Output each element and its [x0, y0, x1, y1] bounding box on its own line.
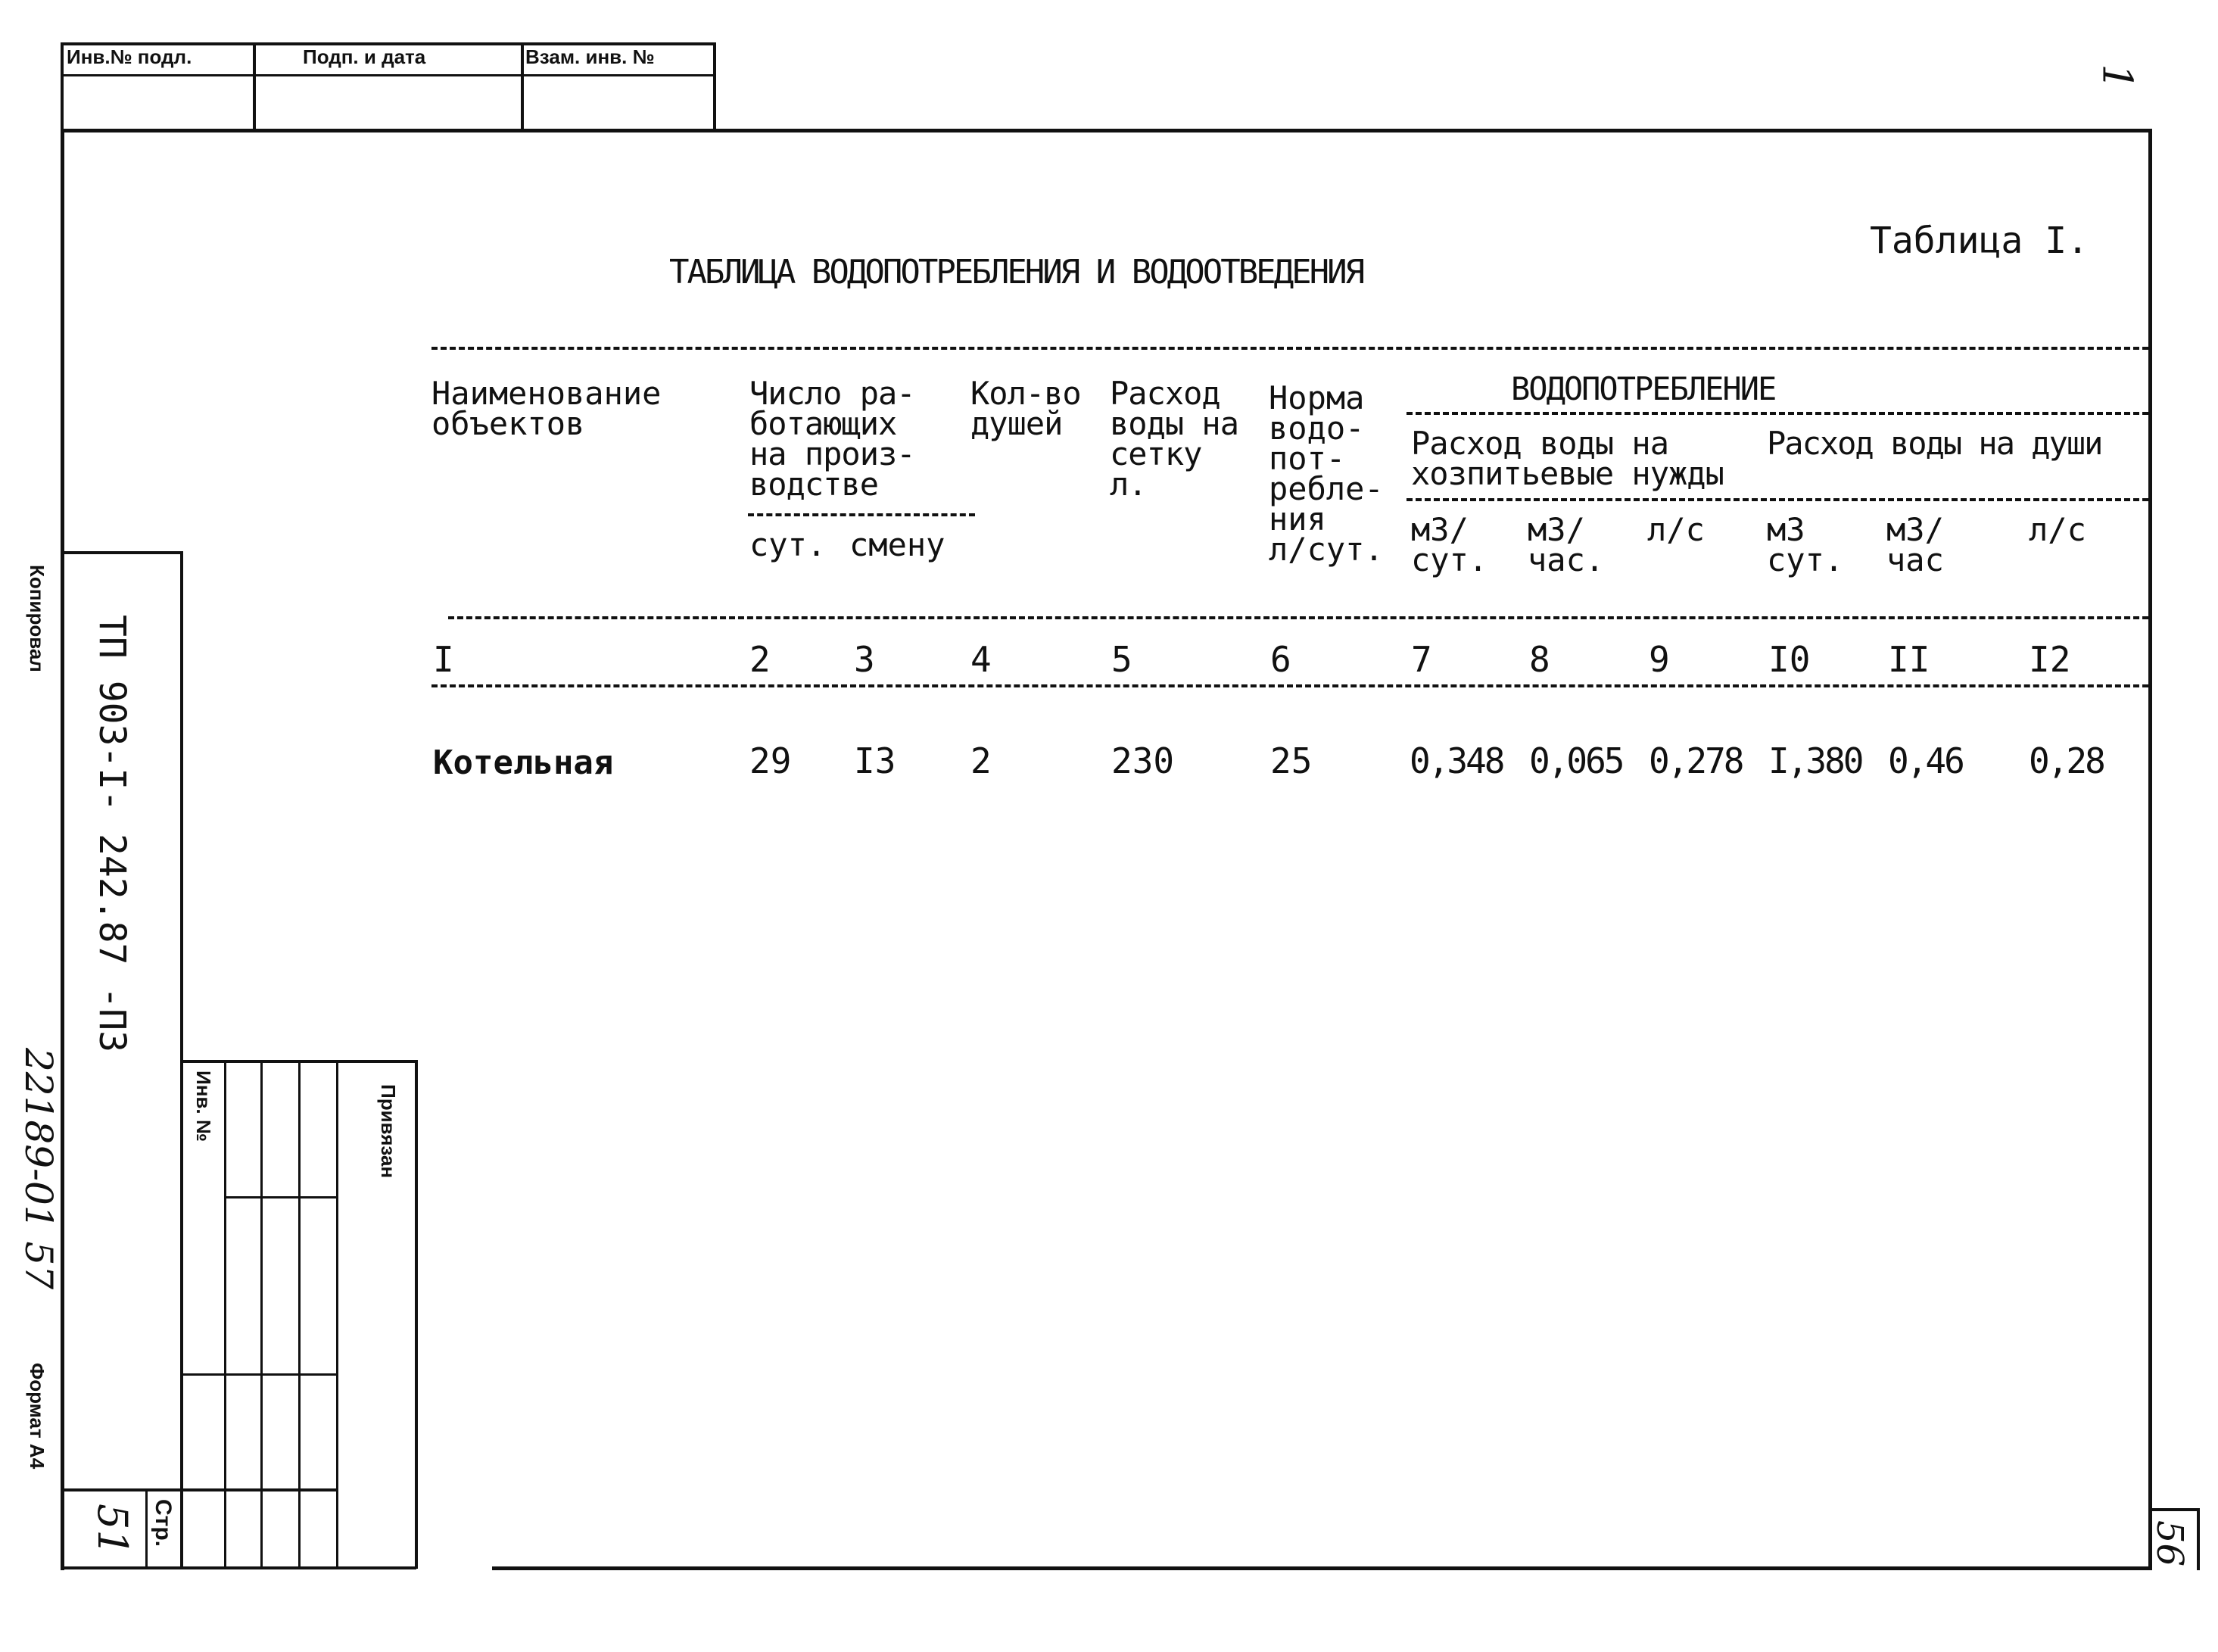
- table-cell: 0,348: [1410, 740, 1503, 781]
- str-sep: [145, 1488, 148, 1569]
- header-sub-showers: Расход воды на души: [1767, 425, 2102, 462]
- header-c7: м3/ сут.: [1411, 511, 1488, 578]
- side-row-3: [61, 1488, 338, 1491]
- stamp-top-left-edge: [61, 42, 64, 130]
- side-col-4: [336, 1060, 338, 1569]
- side-row-1: [224, 1196, 338, 1198]
- side-box-top: [61, 551, 183, 554]
- header-workers: Число ра- ботающих на произ- водстве: [749, 375, 915, 503]
- stamp-inv-podl: Инв.№ подл.: [67, 45, 192, 68]
- archive-number: 22189-01 57: [17, 1048, 61, 1290]
- header-c8: м3/ час.: [1528, 511, 1605, 578]
- side-col-2: [260, 1060, 263, 1569]
- table-cell: 0,065: [1529, 740, 1623, 781]
- col-num: I2: [2029, 639, 2071, 680]
- col-num: 4: [970, 639, 992, 680]
- header-name: Наименование объектов: [431, 375, 662, 442]
- page-mark-top: 1: [2093, 64, 2142, 90]
- rule-group: [1406, 412, 2148, 415]
- stamp-top-right-edge: [713, 42, 716, 130]
- table-cell: Котельная: [433, 743, 614, 782]
- doc-code: ТП 903-I- 242.87 -ПЗ: [91, 615, 133, 1052]
- kopiroval-label: Копировал: [26, 565, 48, 672]
- table-cell: 0,28: [2029, 740, 2104, 781]
- header-workers-shift: смену: [849, 526, 945, 563]
- stamp-vzam-inv: Взам. инв. №: [525, 45, 655, 68]
- header-norm: Норма водо- пот- ребле- ния л/сут.: [1269, 379, 1384, 568]
- table-cell: 2: [970, 740, 992, 781]
- col-num: 8: [1529, 639, 1550, 680]
- table-cell: I3: [854, 740, 896, 781]
- header-sub-household: Расход воды на хозпитьевые нужды: [1411, 425, 1724, 492]
- col-num: 9: [1649, 639, 1670, 680]
- rule-sub: [1406, 498, 2148, 501]
- col-num: 7: [1411, 639, 1432, 680]
- frame-top: [61, 129, 2151, 132]
- header-c12: л/с: [2029, 511, 2086, 548]
- side-row-2: [180, 1373, 338, 1376]
- frame-bottom: [492, 1566, 2151, 1570]
- header-c10: м3 сут.: [1767, 511, 1844, 578]
- privyazan-label: Привязан: [377, 1084, 400, 1179]
- col-num: I0: [1768, 639, 1811, 680]
- header-showers: Кол-во душей: [970, 375, 1081, 442]
- table-cell: 29: [749, 740, 792, 781]
- page-box-top: [2148, 1508, 2200, 1511]
- rule-top: [431, 347, 2148, 350]
- table-cell: 25: [1270, 740, 1313, 781]
- page-box-right: [2197, 1508, 2200, 1570]
- header-c9: л/с: [1647, 511, 1705, 548]
- stamp-top-sep-2: [521, 42, 524, 130]
- inv-no-label: Инв. №: [192, 1071, 215, 1142]
- header-group: ВОДОПОТРЕБЛЕНИЕ: [1511, 370, 1776, 407]
- side-table-right: [415, 1060, 418, 1569]
- stamp-podp-data: Подп. и дата: [303, 45, 426, 68]
- col-num: 2: [749, 639, 771, 680]
- table-cell: 0,278: [1649, 740, 1743, 781]
- header-net-water: Расход воды на сетку л.: [1110, 375, 1239, 503]
- rule-head-bottom: [448, 616, 2148, 619]
- table-cell: 230: [1111, 740, 1175, 781]
- col-num: II: [1888, 639, 1930, 680]
- col-num: 6: [1270, 639, 1291, 680]
- format-label: Формат А4: [26, 1363, 48, 1470]
- stamp-top-divider: [61, 74, 716, 76]
- frame-bottom-left: [61, 1566, 416, 1569]
- table-cell: 0,46: [1888, 740, 1963, 781]
- page-title: ТАБЛИЦА ВОДОПОТРЕБЛЕНИЯ И ВОДООТВЕДЕНИЯ: [669, 253, 1363, 291]
- col-num: 5: [1111, 639, 1132, 680]
- frame-left: [61, 129, 64, 1570]
- table-label: Таблица I.: [1870, 220, 2089, 262]
- col-num: I: [433, 639, 454, 680]
- table-cell: I,380: [1768, 740, 1862, 781]
- header-workers-day: сут.: [749, 526, 827, 563]
- str-value: 51: [89, 1504, 136, 1556]
- col-num: 3: [854, 639, 875, 680]
- side-col-1: [224, 1060, 226, 1569]
- page-number-right: 56: [2148, 1520, 2191, 1567]
- str-label: Стр.: [151, 1499, 176, 1548]
- side-col-3: [298, 1060, 301, 1569]
- stamp-top-sep-1: [253, 42, 256, 130]
- header-c11: м3/ час: [1886, 511, 1944, 578]
- rule-num-bottom: [431, 684, 2148, 687]
- rule-workers: [748, 513, 975, 516]
- frame-right: [2148, 129, 2152, 1570]
